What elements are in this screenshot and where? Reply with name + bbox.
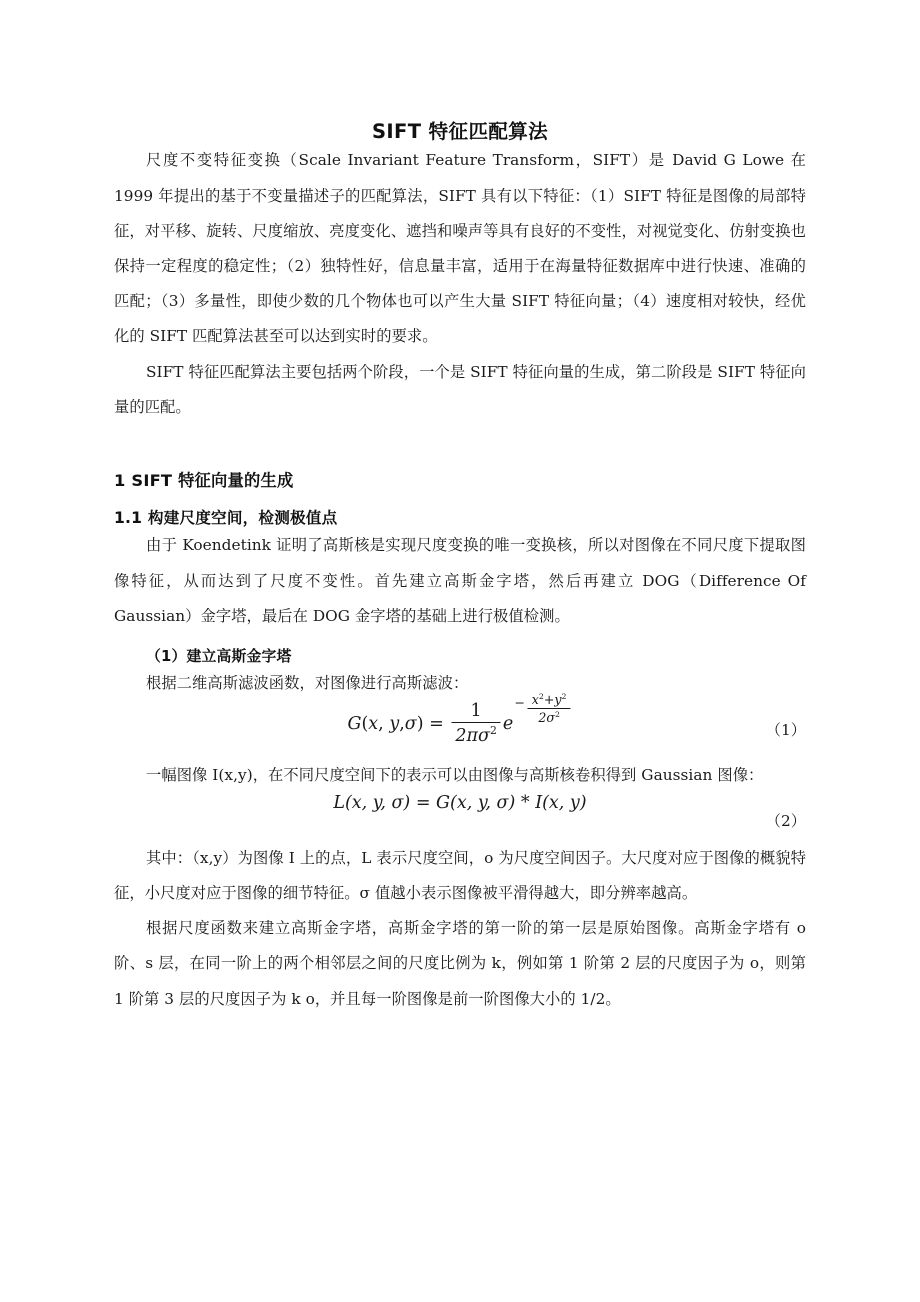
paragraph-intro-2: SIFT 特征匹配算法主要包括两个阶段，一个是 SIFT 特征向量的生成，第二阶段是 SIFT 特征向量的匹配。 bbox=[114, 362, 806, 416]
equation-2-row bbox=[114, 793, 806, 841]
paragraph-pyramid-description: 根据尺度函数来建立高斯金字塔，高斯金字塔的第一阶的第一层是原始图像。高斯金字塔有 o 阶、s 层，在同一阶上的两个相邻层之间的尺度比例为 k，例如第 1 阶第 2 层的尺度因子为 ο，则第 1 阶第 3 层的尺度因子为 k ο，并且每一阶图像是前一阶图像大小的 1/2。 bbox=[114, 919, 806, 1008]
equation-2-number: （2） bbox=[765, 811, 806, 830]
page-title: SIFT 特征匹配算法 bbox=[371, 120, 549, 143]
equation-1-row bbox=[114, 691, 806, 758]
page-content bbox=[114, 0, 806, 1017]
paragraph-where-description: 其中：（x,y）为图像 I 上的点，L 表示尺度空间，ο 为尺度空间因子。大尺度对应于图像的概貌特征，小尺度对应于图像的细节特征。σ 值越小表示图像被平滑得越大，即分辨率越高。 bbox=[114, 848, 806, 902]
heading-section-1: 1 SIFT 特征向量的生成 bbox=[114, 471, 294, 491]
paragraph-gauss-filter-lead: 根据二维高斯滤波函数，对图像进行高斯滤波： bbox=[146, 674, 469, 693]
heading-subsection-1: （1）建立高斯金字塔 bbox=[146, 648, 292, 666]
heading-section-1-1: 1.1 构建尺度空间，检测极值点 bbox=[114, 509, 338, 528]
paragraph-section-1-1-body: 由于 Koendetink 证明了高斯核是实现尺度变换的唯一变换核，所以对图像在不同尺度下提取图像特征，从而达到了尺度不变性。首先建立高斯金字塔，然后再建立 DOG（Difference Of Gaussian）金字塔，最后在 DOG 金字塔的基础上进行极值检测。 bbox=[114, 536, 806, 625]
equation-1-formula: G(x, y,σ) = $\frac{1}{2\pi\sigma^2}$ e− $\frac{x^2+y^2}{2\sigma^2}$ bbox=[347, 702, 572, 747]
paragraph-intro-1: 尺度不变特征变换（Scale Invariant Feature Transform，SIFT）是 David G Lowe 在 1999 年提出的基于不变量描述子的匹配算法，SIFT 具有以下特征：（1）SIFT 特征是图像的局部特征，对平移、旋转、尺度缩放、亮度变化、遮挡和噪声等具有良好的不变性，对视觉变化、仿射变换也保持一定程度的稳定性；（2）独特性好，信息量丰富，适用于在海量特征数据库中进行快速、准确的匹配；（3）多量性，即使少数的几个物体也可以产生大量 SIFT 特征向量；（4）速度相对较快，经优化的 SIFT 匹配算法甚至可以达到实时的要求。 bbox=[114, 151, 806, 346]
equation-2-formula: L(x, y, σ) = G(x, y, σ) * I(x, y) bbox=[333, 792, 587, 813]
equation-1-number: （1） bbox=[765, 720, 806, 739]
paragraph-gaussian-image-lead: 一幅图像 I(x,y)，在不同尺度空间下的表示可以由图像与高斯核卷积得到 Gaussian 图像： bbox=[146, 765, 764, 784]
